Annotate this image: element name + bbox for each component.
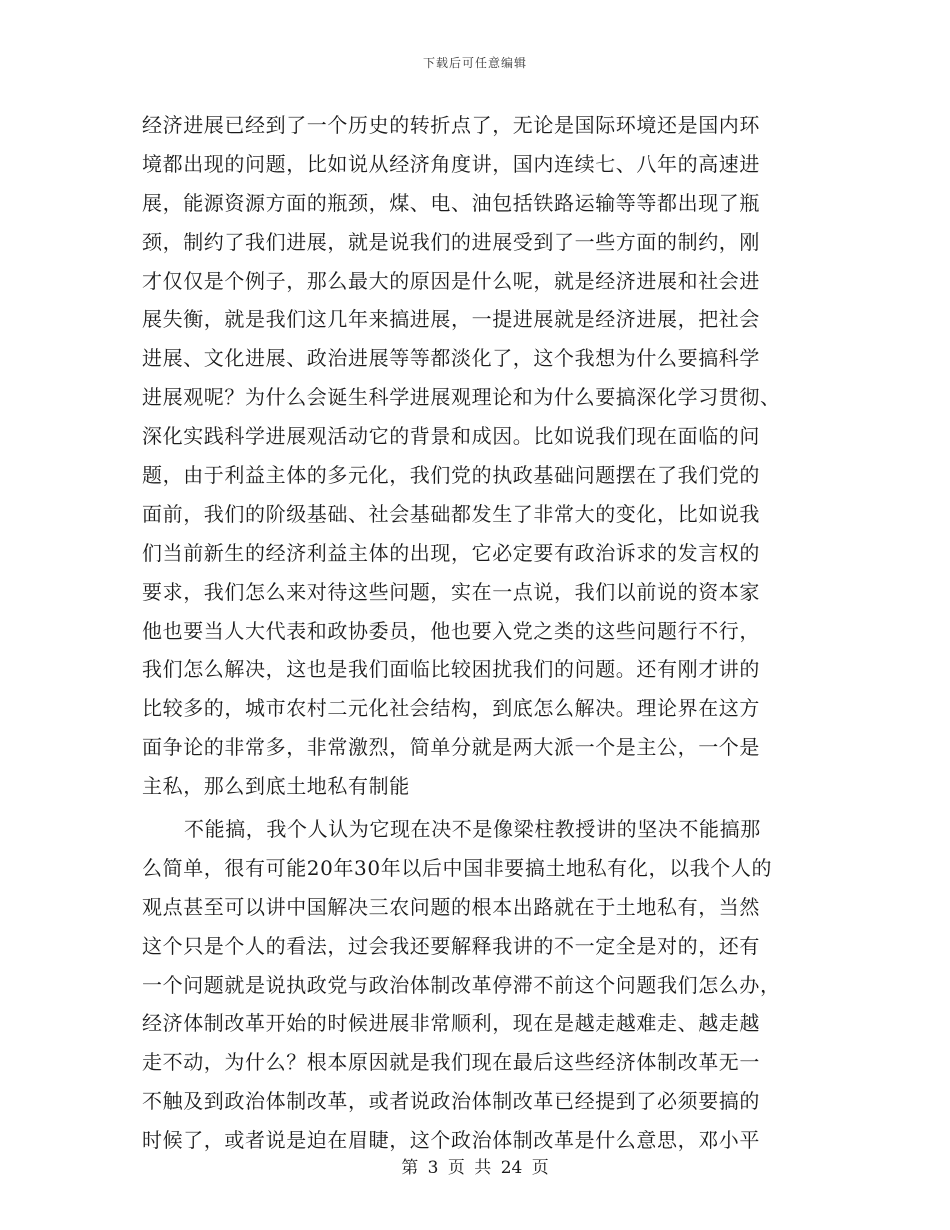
page-footer: 第 3 页 共 24 页 bbox=[401, 1158, 549, 1178]
text-line: 深化实践科学进展观活动它的背景和成因。比如说我们现在面临的问 bbox=[142, 424, 760, 449]
text-line: 面前，我们的阶级基础、社会基础都发生了非常大的变化，比如说我 bbox=[142, 501, 760, 526]
text-line: 我们怎么解决，这也是我们面临比较困扰我们的问题。还有刚才讲的 bbox=[142, 657, 760, 682]
paragraph-2 bbox=[142, 810, 810, 1160]
text-line: 经济体制改革开始的时候进展非常顺利，现在是越走越难走、越走越 bbox=[142, 1011, 760, 1036]
text-line: 展失衡，就是我们这几年来搞进展，一提进展就是经济进展，把社会 bbox=[142, 307, 760, 332]
text-line: 经济进展已经到了一个历史的转折点了，无论是国际环境还是国内环 bbox=[142, 113, 760, 137]
document-body bbox=[142, 106, 810, 1160]
text-line: 进展观呢？为什么会诞生科学进展观理论和为什么要搞深化学习贯彻、 bbox=[142, 385, 781, 410]
page-header: 下载后可任意编辑 bbox=[422, 56, 527, 70]
text-line: 进展、文化进展、政治进展等等都淡化了，这个我想为什么要搞科学 bbox=[142, 346, 760, 371]
text-line: 这个只是个人的看法，过会我还要解释我讲的不一定全是对的，还有 bbox=[142, 933, 760, 958]
text-line: 他也要当人大代表和政协委员，他也要入党之类的这些问题行不行， bbox=[142, 618, 760, 643]
text-line: 才仅仅是个例子，那么最大的原因是什么呢，就是经济进展和社会进 bbox=[142, 268, 760, 293]
text-line: 要求，我们怎么来对待这些问题，实在一点说，我们以前说的资本家 bbox=[142, 579, 760, 604]
text-line: 主私，那么到底土地私有制能 bbox=[142, 774, 410, 799]
text-line: 观点甚至可以讲中国解决三农问题的根本出路就在于土地私有，当然 bbox=[142, 894, 760, 919]
text-line: 一个问题就是说执政党与政治体制改革停滞不前这个问题我们怎么办， bbox=[142, 972, 781, 997]
text-line: 题，由于利益主体的多元化，我们党的执政基础问题摆在了我们党的 bbox=[142, 463, 760, 488]
text-line: 们当前新生的经济利益主体的出现，它必定要有政治诉求的发言权的 bbox=[142, 540, 760, 565]
text-line: 境都出现的问题，比如说从经济角度讲，国内连续七、八年的高速进 bbox=[142, 151, 760, 176]
text-line: 展，能源资源方面的瓶颈，煤、电、油包括铁路运输等等都出现了瓶 bbox=[142, 190, 760, 215]
text-line: 不能搞，我个人认为它现在决不是像梁柱教授讲的坚决不能搞那 bbox=[184, 817, 761, 842]
text-line: 么简单，很有可能20年30年以后中国非要搞土地私有化，以我个人的 bbox=[142, 855, 773, 880]
text-line: 面争论的非常多，非常激烈，简单分就是两大派一个是主公，一个是 bbox=[142, 735, 760, 760]
paragraph-1 bbox=[142, 106, 810, 806]
text-line: 走不动，为什么？根本原因就是我们现在最后这些经济体制改革无一 bbox=[142, 1050, 760, 1075]
text-line: 颈，制约了我们进展，就是说我们的进展受到了一些方面的制约，刚 bbox=[142, 229, 760, 254]
text-line: 比较多的，城市农村二元化社会结构，到底怎么解决。理论界在这方 bbox=[142, 696, 760, 721]
text-line: 不触及到政治体制改革，或者说政治体制改革已经提到了必须要搞的 bbox=[142, 1089, 760, 1114]
text-line: 时候了，或者说是迫在眉睫，这个政治体制改革是什么意思，邓小平 bbox=[142, 1128, 760, 1153]
